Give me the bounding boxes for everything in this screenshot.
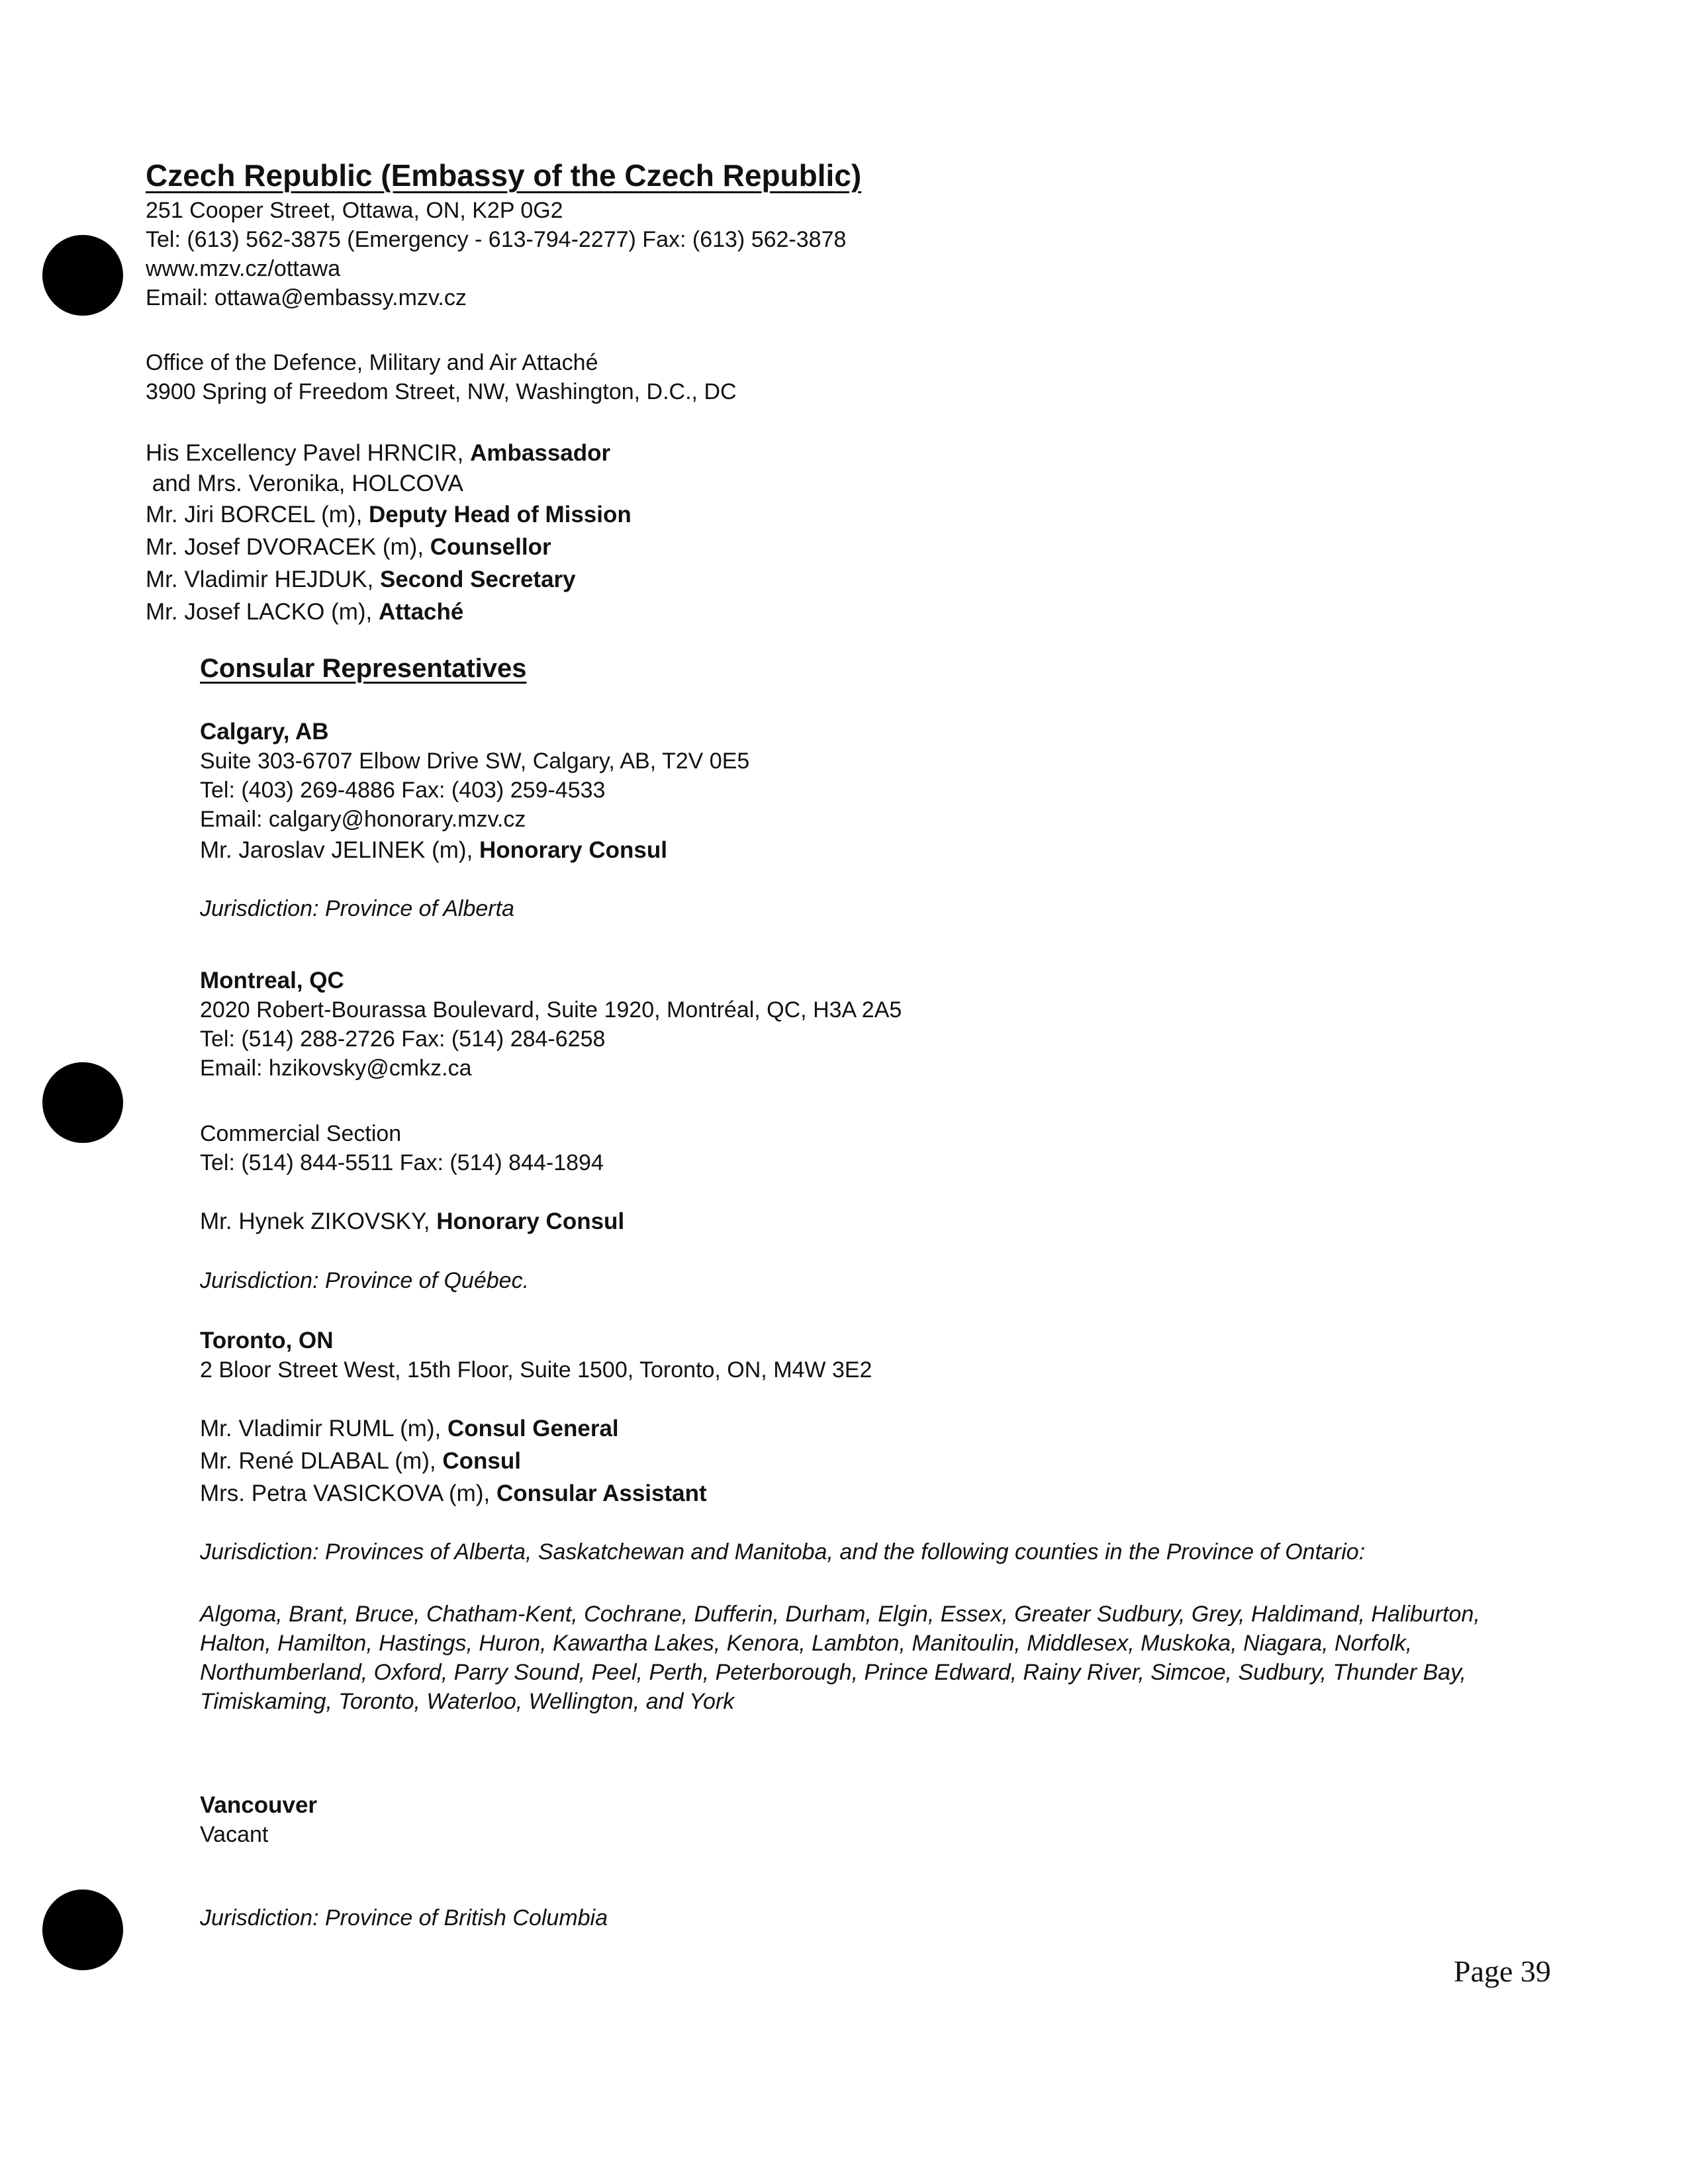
toronto-jurisdiction: Jurisdiction: Provinces of Alberta, Saskatchewan and Manitoba, and the following counties in the Province of Ontario: <box>200 1539 1366 1565</box>
staff-line-attache <box>146 596 632 628</box>
staff-title: Counsellor <box>430 534 551 560</box>
calgary-address: Suite 303-6707 Elbow Drive SW, Calgary, AB, T2V 0E5 <box>200 749 750 774</box>
embassy-phone: Tel: (613) 562-3875 (Emergency - 613-794-2277) Fax: (613) 562-3878 <box>146 227 847 252</box>
calgary-section <box>200 717 749 923</box>
staff-name: Mr. Vladimir RUML (m), <box>200 1416 447 1441</box>
defence-office-address: 3900 Spring of Freedom Street, NW, Washington, D.C., DC <box>146 379 737 404</box>
staff-line-counsellor <box>146 531 632 563</box>
embassy-email: Email: ottawa@embassy.mzv.cz <box>146 285 467 310</box>
staff-name: Mr. Josef DVORACEK (m), <box>146 534 430 560</box>
punch-hole-bottom <box>42 1889 123 1970</box>
staff-name: Mr. Jiri BORCEL (m), <box>146 502 369 527</box>
staff-line-deputy <box>146 498 632 531</box>
vancouver-jurisdiction: Jurisdiction: Province of British Columbia <box>200 1905 608 1931</box>
montreal-email: Email: hzikovsky@cmkz.ca <box>200 1056 472 1081</box>
embassy-staff-list <box>146 437 632 628</box>
punch-hole-middle <box>42 1062 123 1143</box>
montreal-address: 2020 Robert-Bourassa Boulevard, Suite 1920, Montréal, QC, H3A 2A5 <box>200 997 902 1023</box>
montreal-section <box>200 966 902 1295</box>
punch-hole-top <box>42 235 123 316</box>
consular-heading: Consular Representatives <box>200 654 527 683</box>
montreal-city: Montreal, QC <box>200 968 344 993</box>
toronto-address: 2 Bloor Street West, 15th Floor, Suite 1500, Toronto, ON, M4W 3E2 <box>200 1357 872 1383</box>
calgary-phone: Tel: (403) 269-4886 Fax: (403) 259-4533 <box>200 778 606 803</box>
consul-title: Honorary Consul <box>436 1208 625 1234</box>
montreal-jurisdiction: Jurisdiction: Province of Québec. <box>200 1268 530 1293</box>
staff-title: Consul <box>442 1448 521 1474</box>
staff-name: and Mrs. Veronika, HOLCOVA <box>146 471 463 496</box>
staff-title: Second Secretary <box>379 567 576 592</box>
staff-line-second-secretary <box>146 563 632 596</box>
defence-office-name: Office of the Defence, Military and Air Attaché <box>146 350 598 375</box>
toronto-staff-consul <box>200 1445 1537 1477</box>
page-number: Page 39 <box>1454 1954 1551 1988</box>
staff-title: Attaché <box>379 599 464 625</box>
toronto-city: Toronto, ON <box>200 1328 334 1353</box>
montreal-consul <box>200 1205 902 1238</box>
embassy-website: www.mzv.cz/ottawa <box>146 256 341 281</box>
calgary-jurisdiction: Jurisdiction: Province of Alberta <box>200 896 514 921</box>
staff-name: His Excellency Pavel HRNCIR, <box>146 440 471 466</box>
embassy-contact <box>146 196 846 312</box>
montreal-phone: Tel: (514) 288-2726 Fax: (514) 284-6258 <box>200 1026 606 1052</box>
staff-name: Mr. René DLABAL (m), <box>200 1448 443 1474</box>
consul-title: Honorary Consul <box>479 837 667 863</box>
staff-name: Mrs. Petra VASICKOVA (m), <box>200 1480 496 1506</box>
vancouver-section <box>200 1791 608 1933</box>
staff-title: Ambassador <box>470 440 611 466</box>
vancouver-status: Vacant <box>200 1822 269 1847</box>
staff-line-spouse <box>146 469 632 498</box>
defence-office <box>146 348 737 406</box>
embassy-address: 251 Cooper Street, Ottawa, ON, K2P 0G2 <box>146 198 563 223</box>
staff-title: Consul General <box>447 1416 619 1441</box>
staff-line-ambassador <box>146 437 632 469</box>
calgary-email: Email: calgary@honorary.mzv.cz <box>200 807 526 832</box>
toronto-staff-assistant <box>200 1477 1537 1510</box>
consul-name: Mr. Jaroslav JELINEK (m), <box>200 837 480 863</box>
vancouver-city: Vancouver <box>200 1792 318 1818</box>
montreal-commercial-label: Commercial Section <box>200 1121 402 1146</box>
staff-name: Mr. Josef LACKO (m), <box>146 599 379 625</box>
calgary-consul <box>200 834 749 866</box>
staff-name: Mr. Vladimir HEJDUK, <box>146 567 380 592</box>
consul-name: Mr. Hynek ZIKOVSKY, <box>200 1208 437 1234</box>
calgary-city: Calgary, AB <box>200 719 329 745</box>
staff-title: Consular Assistant <box>496 1480 707 1506</box>
toronto-section <box>200 1326 1537 1716</box>
embassy-title: Czech Republic (Embassy of the Czech Republic) <box>146 158 862 193</box>
toronto-staff-consul-general <box>200 1412 1537 1445</box>
staff-title: Deputy Head of Mission <box>369 502 632 527</box>
montreal-commercial-phone: Tel: (514) 844-5511 Fax: (514) 844-1894 <box>200 1150 604 1175</box>
toronto-counties: Algoma, Brant, Bruce, Chatham-Kent, Cochrane, Dufferin, Durham, Elgin, Essex, Greater Sudbury, Grey, Haldimand, Haliburton, Halton, Hamilton, Hastings, Huron, Kawartha Lakes, Kenora, Lambton, Manitoulin, Middlesex, Muskoka, Niagara, Norfolk, Northumberland, Oxford, Parry Sound, Peel, Perth, Peterborough, Prince Edward, Rainy River, Simcoe, Sudbury, Thunder Bay, Timiskaming, Toronto, Waterloo, Wellington, and York <box>200 1602 1480 1714</box>
